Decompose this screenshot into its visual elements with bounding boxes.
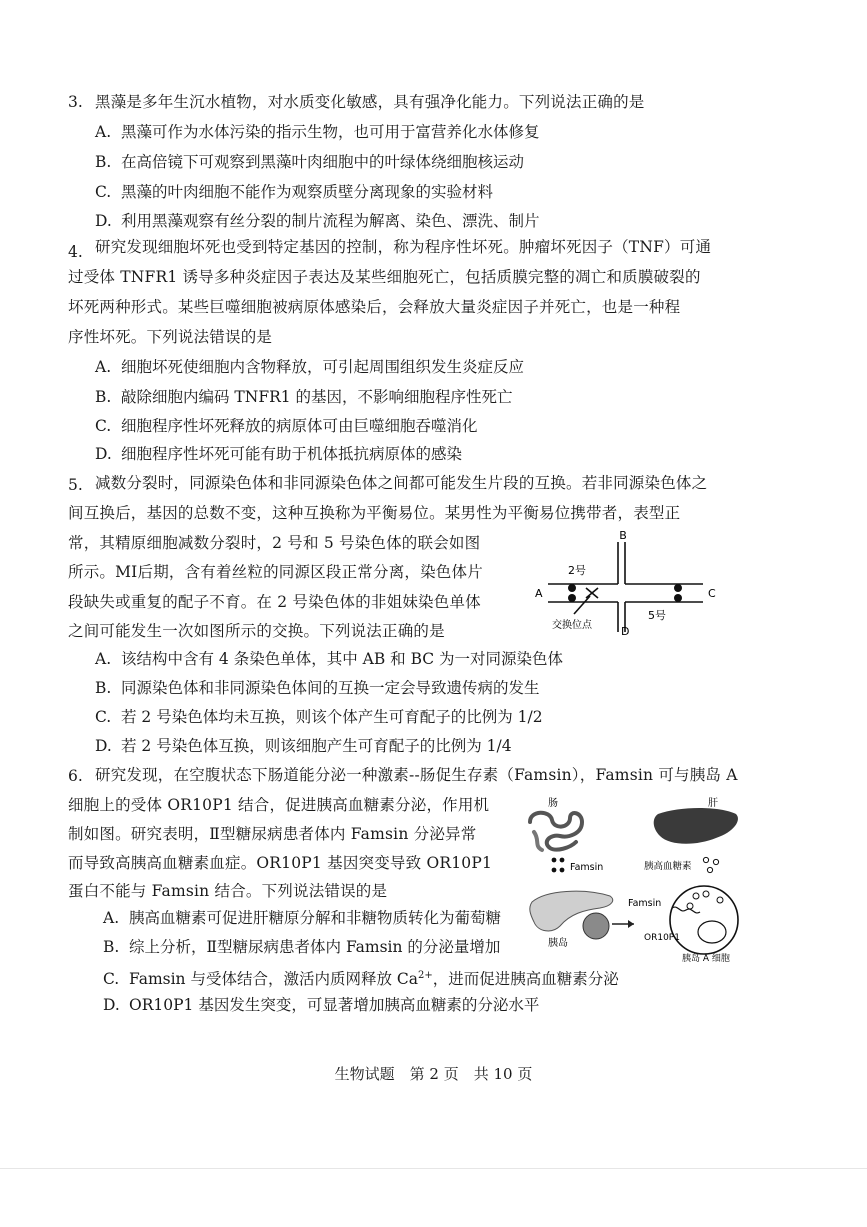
liver-icon xyxy=(654,808,738,844)
label-famsin: Famsin xyxy=(570,862,604,873)
q5-option-c xyxy=(95,706,543,728)
q6-option-b xyxy=(103,936,500,958)
option-text: 该结构中含有 4 条染色单体，其中 AB 和 BC 为一对同源染色体 xyxy=(121,650,564,668)
option-letter: C. xyxy=(95,183,112,201)
q4-option-c xyxy=(95,415,478,437)
option-letter: C. xyxy=(103,970,120,989)
option-text: 黑藻可作为水体污染的指示生物，也可用于富营养化水体修复 xyxy=(121,123,540,141)
option-letter: B. xyxy=(95,153,112,171)
nucleus-icon xyxy=(698,921,726,943)
glucagon-dots xyxy=(703,857,718,872)
q3-option-b xyxy=(95,151,524,173)
q4-stem-line: 研究发现细胞坏死也受到特定基因的控制，称为程序性坏死。肿瘤坏死因子（TNF）可通 xyxy=(95,238,712,256)
option-letter: B. xyxy=(95,679,112,697)
gut-icon xyxy=(530,813,582,850)
label-b: B xyxy=(619,529,627,542)
q3-stem: 黑藻是多年生沉水植物，对水质变化敏感，具有强净化能力。下列说法正确的是 xyxy=(95,93,645,111)
label-chr5: 5号 xyxy=(648,609,666,622)
famsin-mechanism-figure xyxy=(520,792,750,964)
option-text: 细胞程序性坏死释放的病原体可由巨噬细胞吞噬消化 xyxy=(121,417,478,435)
option-letter: B. xyxy=(95,388,112,406)
option-letter: A. xyxy=(103,909,120,927)
q3-option-c xyxy=(95,181,493,203)
q6-option-d xyxy=(103,994,539,1016)
q6-option-c xyxy=(103,965,619,990)
q4-stem-line: 坏死两种形式。某些巨噬细胞被病原体感染后，会释放大量炎症因子并死亡，也是一种程 xyxy=(68,298,681,316)
option-letter: A. xyxy=(95,358,112,376)
q3-option-d xyxy=(95,210,540,232)
q5-stem-line: 常，其精原细胞减数分裂时，2 号和 5 号染色体的联会如图 xyxy=(68,534,481,552)
q3-option-a xyxy=(95,121,540,143)
label-islet-a-cell: 胰岛 A 细胞 xyxy=(682,954,730,964)
label-or10p1: OR10P1 xyxy=(644,933,680,943)
islet-icon xyxy=(583,913,609,939)
q4-stem-line: 序性坏死。下列说法错误的是 xyxy=(68,328,273,346)
q6-number: 6. xyxy=(68,767,83,785)
label-liver: 肝 xyxy=(708,798,718,809)
option-letter: B. xyxy=(103,938,120,956)
option-text: OR10P1 基因发生突变，可显著增加胰高血糖素的分泌水平 xyxy=(129,996,540,1014)
option-letter: A. xyxy=(95,123,112,141)
label-gut: 肠 xyxy=(548,798,558,809)
q4-number: 4. xyxy=(68,243,83,261)
label-islet: 胰岛 xyxy=(548,938,568,949)
q6-stem-line: 而导致高胰高血糖素血症。OR10P1 基因突变导致 OR10P1 xyxy=(68,854,493,872)
option-text: ，进而促进胰高血糖素分泌 xyxy=(432,970,619,989)
label-d: D xyxy=(621,625,630,638)
label-a: A xyxy=(535,587,543,600)
q4-option-d xyxy=(95,443,462,465)
q5-stem-line: 段缺失或重复的配子不育。在 2 号染色体的非姐妹染色单体 xyxy=(68,593,481,611)
label-exchange-site: 交换位点 xyxy=(552,620,592,631)
q4-stem-line: 过受体 TNFR1 诱导多种炎症因子表达及某些细胞死亡，包括质膜完整的凋亡和质膜破裂的 xyxy=(68,268,701,286)
q6-stem-line: 细胞上的受体 OR10P1 结合，促进胰高血糖素分泌，作用机 xyxy=(68,796,490,814)
option-letter: D. xyxy=(95,445,112,463)
option-text: 在高倍镜下可观察到黑藻叶肉细胞中的叶绿体绕细胞核运动 xyxy=(121,153,525,171)
q6-stem-line: 蛋白不能与 Famsin 结合。下列说法错误的是 xyxy=(68,882,388,900)
label-c: C xyxy=(708,587,716,600)
option-text: 若 2 号染色体互换，则该细胞产生可育配子的比例为 1/4 xyxy=(121,737,512,755)
chromosome-pairing-figure xyxy=(528,528,728,640)
q3-number: 3. xyxy=(68,93,83,111)
famsin-dots xyxy=(552,858,565,873)
q6-stem-line: 研究发现，在空腹状态下肠道能分泌一种激素--肠促生存素（Famsin），Famsin 可与胰岛 A xyxy=(95,766,738,784)
q5-option-a xyxy=(95,648,563,670)
option-text: 综上分析，Ⅱ型糖尿病患者体内 Famsin 的分泌量增加 xyxy=(129,938,501,956)
q5-stem-line: 减数分裂时，同源染色体和非同源染色体之间都可能发生片段的互换。若非同源染色体之 xyxy=(95,474,708,492)
option-text: 敲除细胞内编码 TNFR1 的基因，不影响细胞程序性死亡 xyxy=(121,388,513,406)
label-glucagon: 胰高血糖素 xyxy=(644,861,692,872)
option-text: Famsin 与受体结合，激活内质网释放 Ca xyxy=(129,970,418,989)
q5-stem-line: 间互换后，基因的总数不变，这种互换称为平衡易位。某男性为平衡易位携带者，表型正 xyxy=(68,504,681,522)
label-chr2: 2号 xyxy=(568,564,586,577)
page-footer: 生物试题 第 2 页 共 10 页 xyxy=(334,1065,533,1083)
q5-option-d xyxy=(95,735,512,757)
option-text: 胰高血糖素可促进肝糖原分解和非糖物质转化为葡萄糖 xyxy=(129,909,502,927)
label-famsin-2: Famsin xyxy=(628,898,662,909)
q6-option-a xyxy=(103,907,501,929)
option-text: 同源染色体和非同源染色体间的互换一定会导致遗传病的发生 xyxy=(121,679,540,697)
q5-number: 5. xyxy=(68,476,83,494)
arrowhead-icon xyxy=(628,920,634,928)
option-letter: C. xyxy=(95,708,112,726)
option-text: 细胞坏死使细胞内含物释放，可引起周围组织发生炎症反应 xyxy=(121,358,525,376)
option-superscript: 2+ xyxy=(418,970,433,981)
option-letter: A. xyxy=(95,650,112,668)
q5-stem-line: 之间可能发生一次如图所示的交换。下列说法正确的是 xyxy=(68,622,445,640)
option-text: 细胞程序性坏死可能有助于机体抵抗病原体的感染 xyxy=(121,445,463,463)
q5-option-b xyxy=(95,677,540,699)
option-text: 若 2 号染色体均未互换，则该个体产生可育配子的比例为 1/2 xyxy=(121,708,543,726)
option-letter: D. xyxy=(95,212,112,230)
option-letter: D. xyxy=(95,737,112,755)
option-text: 黑藻的叶肉细胞不能作为观察质壁分离现象的实验材料 xyxy=(121,183,494,201)
option-text: 利用黑藻观察有丝分裂的制片流程为解离、染色、漂洗、制片 xyxy=(121,212,540,230)
option-letter: D. xyxy=(103,996,120,1014)
receptor-icon xyxy=(672,907,700,913)
q6-stem-line: 制如图。研究表明，Ⅱ型糖尿病患者体内 Famsin 分泌异常 xyxy=(68,825,477,843)
q4-option-a xyxy=(95,356,524,378)
q4-option-b xyxy=(95,386,513,408)
bottom-divider xyxy=(0,1168,867,1169)
option-letter: C. xyxy=(95,417,112,435)
vesicle-icons xyxy=(687,891,723,909)
q5-stem-line: 所示。MI后期，含有着丝粒的同源区段正常分离，染色体片 xyxy=(68,563,483,581)
